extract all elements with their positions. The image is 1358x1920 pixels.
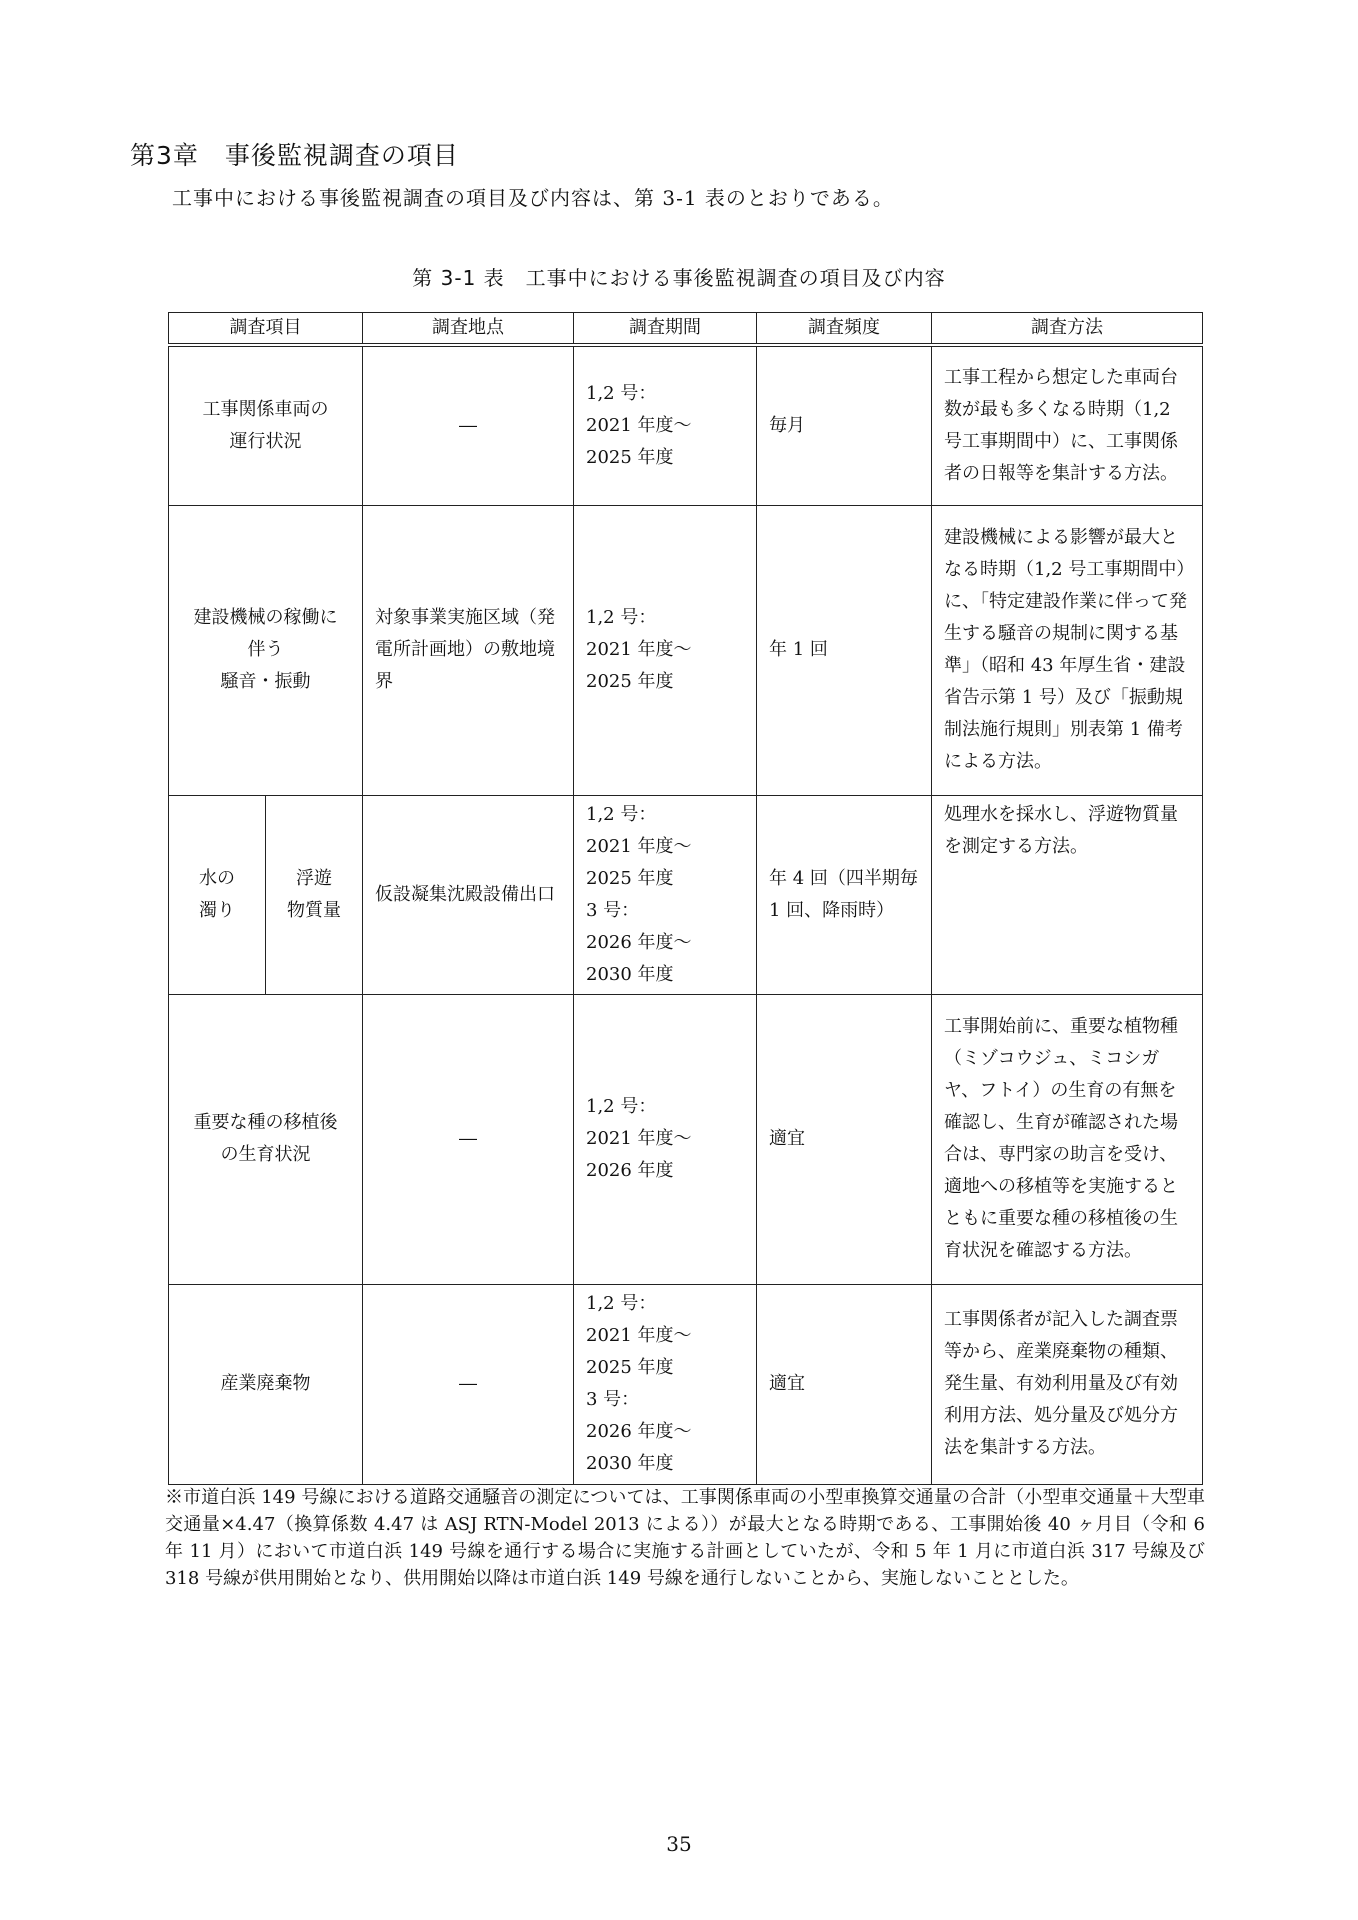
cell-period: 1,2 号： 2021 年度～ 2025 年度 [574, 505, 757, 795]
table-caption: 第 3-1 表 工事中における事後監視調査の項目及び内容 [412, 266, 946, 290]
survey-items-table [168, 312, 1203, 1485]
cell-frequency: 毎月 [757, 345, 932, 505]
cell-item: 工事関係車両の 運行状況 [169, 345, 363, 505]
header-frequency: 調査頻度 [757, 313, 932, 346]
cell-period: 1,2 号： 2021 年度～ 2025 年度 3 号： 2026 年度～ 2030 年度 [574, 1284, 757, 1484]
cell-method: 工事開始前に、重要な植物種（ミゾコウジュ、ミコシガヤ、フトイ）の生育の有無を確認し、生育が確認された場合は、専門家の助言を受け、適地への移植等を実施するとともに重要な種の移植後の生育状況を確認する方法。 [932, 994, 1203, 1284]
table-header-row [169, 313, 1203, 346]
cell-item: 重要な種の移植後 の生育状況 [169, 994, 363, 1284]
cell-location: 仮設凝集沈殿設備出口 [363, 795, 574, 994]
intro-paragraph: 工事中における事後監視調査の項目及び内容は、第 3-1 表のとおりである。 [172, 186, 894, 210]
cell-item: 建設機械の稼働に 伴う 騒音・振動 [169, 505, 363, 795]
cell-location: ― [363, 345, 574, 505]
cell-frequency: 適宜 [757, 1284, 932, 1484]
table-row [169, 1284, 1203, 1484]
cell-method: 工事関係者が記入した調査票等から、産業廃棄物の種類、発生量、有効利用量及び有効利用方法、処分量及び処分方法を集計する方法。 [932, 1284, 1203, 1484]
cell-period: 1,2 号： 2021 年度～ 2025 年度 3 号： 2026 年度～ 2030 年度 [574, 795, 757, 994]
table-row [169, 505, 1203, 795]
cell-method: 建設機械による影響が最大となる時期（1,2 号工事期間中）に、「特定建設作業に伴って発生する騒音の規制に関する基準」（昭和 43 年厚生省・建設省告示第 1 号）及び「振動規制法施行規則」別表第 1 備考による方法。 [932, 505, 1203, 795]
cell-item-sub: 浮遊 物質量 [266, 795, 363, 994]
cell-frequency: 適宜 [757, 994, 932, 1284]
cell-location: ― [363, 994, 574, 1284]
cell-period: 1,2 号： 2021 年度～ 2026 年度 [574, 994, 757, 1284]
cell-location: ― [363, 1284, 574, 1484]
table-footnote: ※市道白浜 149 号線における道路交通騒音の測定については、工事関係車両の小型車換算交通量の合計（小型車交通量＋大型車交通量×4.47（換算係数 4.47 は ASJ RTN-Model 2013 による））が最大となる時期である、工事開始後 40 ヶ月目（令和 6 年 11 月）において市道白浜 149 号線を通行する場合に実施する計画としていたが、令和 5 年 1 月に市道白浜 317 号線及び 318 号線が供用開始となり、供用開始以降は市道白浜 149 号線を通行しないことから、実施しないこととした。 [165, 1487, 1205, 1589]
cell-period: 1,2 号： 2021 年度～ 2025 年度 [574, 345, 757, 505]
header-item: 調査項目 [169, 313, 363, 346]
cell-location: 対象事業実施区域（発電所計画地）の敷地境界 [363, 505, 574, 795]
table-row [169, 345, 1203, 505]
chapter-title: 第3章 事後監視調査の項目 [130, 141, 459, 170]
cell-method: 処理水を採水し、浮遊物質量を測定する方法。 [932, 795, 1203, 994]
table-row [169, 994, 1203, 1284]
cell-frequency: 年 1 回 [757, 505, 932, 795]
cell-frequency: 年 4 回（四半期毎 1 回、降雨時） [757, 795, 932, 994]
header-location: 調査地点 [363, 313, 574, 346]
page-number: 35 [666, 1832, 692, 1856]
table-row [169, 795, 1203, 994]
header-method: 調査方法 [932, 313, 1203, 346]
cell-item: 産業廃棄物 [169, 1284, 363, 1484]
header-period: 調査期間 [574, 313, 757, 346]
cell-item-main: 水の 濁り [169, 795, 266, 994]
cell-method: 工事工程から想定した車両台数が最も多くなる時期（1,2 号工事期間中）に、工事関係者の日報等を集計する方法。 [932, 345, 1203, 505]
